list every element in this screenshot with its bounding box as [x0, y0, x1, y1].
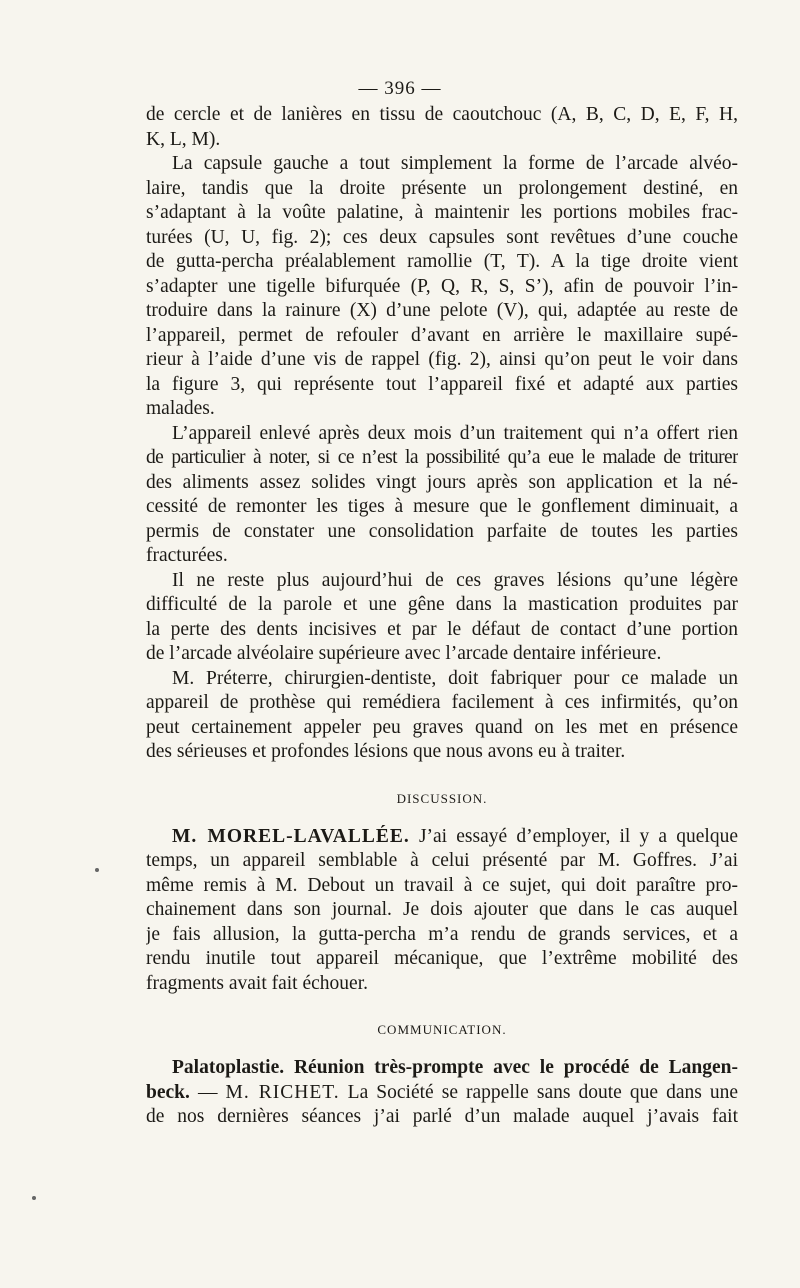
text-line: la perte des dents incisives et par le défaut de contact d’une portion: [146, 618, 738, 640]
text-line: s’adapter une tigelle bifurquée (P, Q, R, S, S’), afin de pouvoir l’in-: [146, 275, 738, 297]
section-heading: COMMUNICATION.: [377, 1022, 507, 1037]
communication-title-end: beck.: [146, 1081, 190, 1103]
text-line: troduire dans la rainure (X) d’une pelote (V), qui, adaptée au reste de: [146, 300, 738, 321]
text-line: même remis à M. Debout un travail à ce sujet, qui doit paraître pro-: [146, 874, 738, 896]
text-line: Il ne reste plus aujourd’hui de ces graves lésions qu’une légère: [172, 569, 738, 591]
speaker-name: M. MOREL-LAVALLÉE.: [172, 825, 410, 847]
paragraph-3: [146, 422, 738, 569]
paragraph-2: [146, 152, 738, 422]
em-dash: —: [197, 1081, 218, 1103]
communication-title: Palatoplastie. Réunion très-prompte avec le procédé de Langen-: [172, 1057, 738, 1078]
text-line: fracturées.: [146, 545, 228, 566]
communication-section: [146, 1018, 738, 1130]
section-heading: DISCUSSION.: [396, 790, 488, 806]
text-line: rendu inutile tout appareil mécanique, que l’extrême mobilité des: [146, 948, 738, 969]
text-line: des sérieuses et profondes lésions que nous avons eu à traiter.: [146, 741, 626, 762]
discussion-section: [146, 787, 738, 997]
scan-speck: [95, 868, 99, 872]
text-line: fragments avait fait échouer.: [146, 972, 368, 994]
text-line: difficulté de la parole et une gêne dans la mastication produites par: [146, 594, 738, 615]
text-line: la figure 3, qui représente tout l’appareil fixé et adapté aux parties: [146, 373, 738, 395]
text-line: La capsule gauche a tout simplement la forme de l’arcade alvéo-: [172, 153, 738, 174]
body-text: [146, 103, 738, 1130]
paragraph-1: [146, 103, 738, 152]
text-line: L’appareil enlevé après deux mois d’un traitement qui n’a offert rien: [172, 422, 738, 444]
speaker-name: M. RICHET.: [225, 1081, 340, 1103]
text-line: l’appareil, permet de refouler d’avant en arrière le maxillaire supé-: [146, 324, 738, 346]
text-line: de nos dernières séances j’ai parlé d’un malade auquel j’avais fait: [146, 1106, 738, 1127]
text-line: s’adaptant à la voûte palatine, à maintenir les portions mobiles frac-: [146, 202, 738, 223]
text-line: laire, tandis que la droite présente un prolongement destiné, en: [146, 177, 738, 199]
text-line: M. Préterre, chirurgien-dentiste, doit fabriquer pour ce malade un: [172, 667, 738, 689]
speech-text: La Société se rappelle sans doute que dans une: [347, 1081, 738, 1103]
text-line: rieur à l’aide d’une vis de rappel (fig. 2), ainsi qu’on peut le voir dans: [146, 349, 738, 370]
text-line: K, L, M).: [146, 128, 221, 150]
text-line: de particulier à noter, si ce n’est la possibilité qu’a eue le malade de triturer: [146, 447, 738, 468]
page-number: — 396 —: [358, 78, 442, 99]
text-line: [146, 825, 738, 850]
text-line: de l’arcade alvéolaire supérieure avec l’arcade dentaire inférieure.: [146, 643, 662, 664]
text-line: permis de constater une consolidation parfaite de toutes les parties: [146, 520, 738, 542]
text-line: peut certainement appeler peu graves quand on les met en présence: [146, 716, 738, 738]
text-line: cessité de remonter les tiges à mesure que le gonflement diminuait, a: [146, 496, 738, 517]
text-line: de gutta-percha préalablement ramollie (T, T). A la tige droite vient: [146, 251, 738, 272]
text-line: temps, un appareil semblable à celui présenté par M. Goffres. J’ai: [146, 850, 738, 871]
text-line: turées (U, U, fig. 2); ces deux capsules sont revêtues d’une couche: [146, 226, 738, 248]
text-line: je fais allusion, la gutta-percha m’a rendu de grands services, et a: [146, 923, 738, 945]
speech-text: J’ai essayé d’employer, il y a quelque: [418, 825, 738, 847]
text-line: [146, 1081, 738, 1106]
text-line: appareil de prothèse qui remédiera facilement à ces infirmités, qu’on: [146, 692, 738, 713]
text-line: des aliments assez solides vingt jours après son application et la né-: [146, 471, 738, 493]
text-line: malades.: [146, 398, 215, 419]
text-line: chainement dans son journal. Je dois ajouter que dans le cas auquel: [146, 899, 738, 920]
scan-speck: [32, 1196, 36, 1200]
text-line: de cercle et de lanières en tissu de caoutchouc (A, B, C, D, E, F, H,: [146, 104, 738, 125]
paragraph-5: [146, 667, 738, 765]
paragraph-4: [146, 569, 738, 667]
